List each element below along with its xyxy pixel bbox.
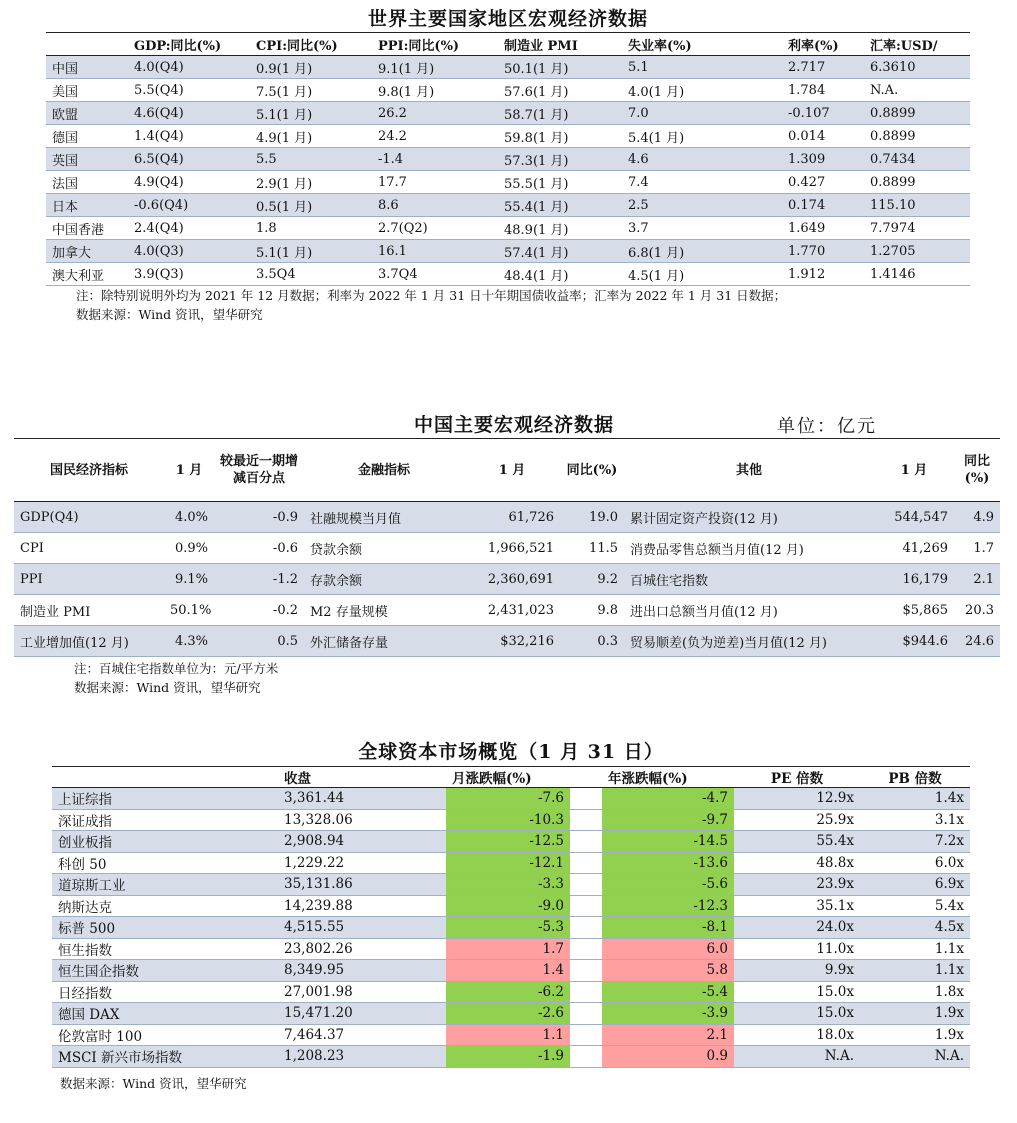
market-row (52, 1046, 970, 1068)
markets-header-row (52, 767, 970, 788)
markets-header-cell: 月涨跌幅(%) (446, 767, 570, 788)
world-value-cell: 3.5Q4 (250, 263, 372, 286)
year-change-cell: -9.7 (602, 809, 734, 831)
world-value-cell: 4.0(Q3) (128, 240, 250, 263)
world-macro-table (46, 32, 970, 286)
world-macro-row (46, 217, 970, 240)
pb-cell: 5.4x (860, 895, 970, 917)
china-value-cell: 社融规模当月值 (304, 502, 464, 533)
pe-cell: 48.8x (734, 852, 860, 874)
china-value-cell: 2,360,691 (464, 564, 560, 595)
index-name-cell: 创业板指 (52, 831, 278, 853)
close-cell: 4,515.55 (278, 917, 446, 939)
country-cell: 中国 (46, 56, 128, 79)
close-cell: 3,361.44 (278, 788, 446, 810)
country-cell: 英国 (46, 148, 128, 171)
china-header-cell: 金融指标 (304, 439, 464, 502)
close-cell: 14,239.88 (278, 895, 446, 917)
year-change-cell: -3.9 (602, 1003, 734, 1025)
world-macro-row (46, 194, 970, 217)
world-value-cell: 16.1 (372, 240, 498, 263)
china-value-cell: 4.3% (164, 626, 214, 657)
cell-gap (570, 788, 602, 810)
china-header-cell: 1 月 (464, 439, 560, 502)
year-change-cell: 0.9 (602, 1046, 734, 1068)
cell-gap (570, 981, 602, 1003)
world-value-cell: 2.9(1 月) (250, 171, 372, 194)
month-change-cell: -1.9 (446, 1046, 570, 1068)
index-name-cell: 道琼斯工业 (52, 874, 278, 896)
pe-cell: 15.0x (734, 1003, 860, 1025)
markets-header-cell: 年涨跌幅(%) (602, 767, 734, 788)
world-value-cell: -0.6(Q4) (128, 194, 250, 217)
pe-cell: 15.0x (734, 981, 860, 1003)
china-value-cell: $944.6 (874, 626, 954, 657)
pb-cell: 1.8x (860, 981, 970, 1003)
china-value-cell: 存款余额 (304, 564, 464, 595)
pe-cell: 23.9x (734, 874, 860, 896)
china-value-cell: $32,216 (464, 626, 560, 657)
year-change-cell: -14.5 (602, 831, 734, 853)
world-value-cell: 57.3(1 月) (498, 148, 622, 171)
pb-cell: 6.9x (860, 874, 970, 896)
index-name-cell: 恒生指数 (52, 938, 278, 960)
cell-gap (570, 809, 602, 831)
year-change-cell: 5.8 (602, 960, 734, 982)
china-macro-row (14, 595, 1000, 626)
china-macro-unit: 单位：亿元 (777, 416, 877, 437)
world-value-cell: 5.5(Q4) (128, 79, 250, 102)
pb-cell: 1.1x (860, 938, 970, 960)
index-name-cell: 上证综指 (52, 788, 278, 810)
index-name-cell: 恒生国企指数 (52, 960, 278, 982)
china-value-cell: CPI (14, 533, 164, 564)
china-value-cell: 工业增加值(12 月) (14, 626, 164, 657)
country-cell: 加拿大 (46, 240, 128, 263)
china-value-cell: 制造业 PMI (14, 595, 164, 626)
world-header-cell (46, 33, 128, 56)
world-value-cell: 0.427 (782, 171, 864, 194)
china-header-cell: 1 月 (874, 439, 954, 502)
china-value-cell: 0.3 (560, 626, 624, 657)
china-macro-title: 中国主要宏观经济数据 (414, 414, 615, 436)
market-row (52, 960, 970, 982)
markets-body (52, 788, 970, 1068)
world-value-cell: 2.7(Q2) (372, 217, 498, 240)
pe-cell: 12.9x (734, 788, 860, 810)
close-cell: 1,208.23 (278, 1046, 446, 1068)
china-header-cell: 国民经济指标 (14, 439, 164, 502)
china-value-cell: 1,966,521 (464, 533, 560, 564)
world-macro-row (46, 240, 970, 263)
month-change-cell: -6.2 (446, 981, 570, 1003)
world-macro-source: 数据来源：Wind 资讯，望华研究 (76, 307, 263, 322)
year-change-cell: -5.4 (602, 981, 734, 1003)
month-change-cell: 1.4 (446, 960, 570, 982)
pe-cell: 9.9x (734, 960, 860, 982)
world-value-cell: 2.5 (622, 194, 782, 217)
markets-title: 全球资本市场概览（1 月 31 日） (358, 741, 664, 763)
cell-gap (570, 1003, 602, 1025)
market-row (52, 1003, 970, 1025)
month-change-cell: -12.1 (446, 852, 570, 874)
china-value-cell: 11.5 (560, 533, 624, 564)
china-value-cell: -0.6 (214, 533, 304, 564)
china-value-cell: GDP(Q4) (14, 502, 164, 533)
china-value-cell: 2.1 (954, 564, 1000, 595)
china-macro-note: 注：百城住宅指数单位为：元/平方米 (74, 661, 279, 676)
china-value-cell: 41,269 (874, 533, 954, 564)
month-change-cell: 1.7 (446, 938, 570, 960)
markets-table (52, 766, 970, 1068)
world-value-cell: 3.7 (622, 217, 782, 240)
world-value-cell: 59.8(1 月) (498, 125, 622, 148)
world-value-cell: 4.6 (622, 148, 782, 171)
index-name-cell: MSCI 新兴市场指数 (52, 1046, 278, 1068)
index-name-cell: 德国 DAX (52, 1003, 278, 1025)
cell-gap (570, 1024, 602, 1046)
world-macro-header-row (46, 33, 970, 56)
world-value-cell: -1.4 (372, 148, 498, 171)
world-value-cell: 1.309 (782, 148, 864, 171)
world-value-cell: 1.770 (782, 240, 864, 263)
china-value-cell: 0.9% (164, 533, 214, 564)
market-row (52, 809, 970, 831)
world-value-cell: 26.2 (372, 102, 498, 125)
china-value-cell: 0.5 (214, 626, 304, 657)
month-change-cell: 1.1 (446, 1024, 570, 1046)
index-name-cell: 科创 50 (52, 852, 278, 874)
world-value-cell: 58.7(1 月) (498, 102, 622, 125)
world-value-cell: 5.4(1 月) (622, 125, 782, 148)
cell-gap (570, 874, 602, 896)
close-cell: 1,229.22 (278, 852, 446, 874)
market-row (52, 831, 970, 853)
china-macro-source: 数据来源：Wind 资讯，望华研究 (74, 680, 261, 695)
pe-cell: 35.1x (734, 895, 860, 917)
markets-header-cell: 收盘 (278, 767, 446, 788)
pb-cell: 4.5x (860, 917, 970, 939)
world-value-cell: 115.10 (864, 194, 970, 217)
pe-cell: 11.0x (734, 938, 860, 960)
pb-cell: 1.9x (860, 1024, 970, 1046)
pe-cell: 24.0x (734, 917, 860, 939)
china-value-cell: 4.9 (954, 502, 1000, 533)
world-value-cell: 4.6(Q4) (128, 102, 250, 125)
world-value-cell: 57.6(1 月) (498, 79, 622, 102)
year-change-cell: -5.6 (602, 874, 734, 896)
china-value-cell: 19.0 (560, 502, 624, 533)
china-header-cell: 其他 (624, 439, 874, 502)
world-value-cell: 0.8899 (864, 102, 970, 125)
world-value-cell: 0.014 (782, 125, 864, 148)
china-value-cell: 61,726 (464, 502, 560, 533)
world-value-cell: 0.174 (782, 194, 864, 217)
country-cell: 中国香港 (46, 217, 128, 240)
pb-cell: 1.4x (860, 788, 970, 810)
cell-gap (570, 831, 602, 853)
world-value-cell: 55.4(1 月) (498, 194, 622, 217)
world-value-cell: 4.0(Q4) (128, 56, 250, 79)
world-macro-note: 注：除特别说明外均为 2021 年 12 月数据；利率为 2022 年 1 月 31 日十年期国债收益率；汇率为 2022 年 1 月 31 日数据； (76, 288, 787, 303)
world-macro-row (46, 171, 970, 194)
world-macro-notes (46, 286, 970, 324)
world-value-cell: 1.2705 (864, 240, 970, 263)
world-header-cell: 失业率(%) (622, 33, 782, 56)
world-value-cell: 1.912 (782, 263, 864, 286)
world-value-cell: 7.0 (622, 102, 782, 125)
month-change-cell: -12.5 (446, 831, 570, 853)
world-value-cell: 5.1(1 月) (250, 102, 372, 125)
pb-cell: 6.0x (860, 852, 970, 874)
world-value-cell: 6.8(1 月) (622, 240, 782, 263)
cell-gap (570, 938, 602, 960)
china-value-cell: -0.9 (214, 502, 304, 533)
china-value-cell: 外汇储备存量 (304, 626, 464, 657)
world-macro-body (46, 56, 970, 286)
world-macro-row (46, 125, 970, 148)
china-value-cell: 9.1% (164, 564, 214, 595)
pe-cell: 18.0x (734, 1024, 860, 1046)
market-row (52, 981, 970, 1003)
china-value-cell: 544,547 (874, 502, 954, 533)
china-value-cell: 消费品零售总额当月值(12 月) (624, 533, 874, 564)
world-macro-section (46, 6, 970, 324)
china-value-cell: 16,179 (874, 564, 954, 595)
month-change-cell: -7.6 (446, 788, 570, 810)
world-value-cell: 6.3610 (864, 56, 970, 79)
china-value-cell: 百城住宅指数 (624, 564, 874, 595)
china-macro-header-row (14, 439, 1000, 502)
market-row (52, 1024, 970, 1046)
index-name-cell: 纳斯达克 (52, 895, 278, 917)
close-cell: 23,802.26 (278, 938, 446, 960)
world-value-cell: 0.7434 (864, 148, 970, 171)
china-value-cell: 24.6 (954, 626, 1000, 657)
china-value-cell: 贷款余额 (304, 533, 464, 564)
country-cell: 欧盟 (46, 102, 128, 125)
world-header-cell: 汇率:USD/ (864, 33, 970, 56)
china-macro-table (14, 438, 1000, 657)
market-row (52, 852, 970, 874)
close-cell: 15,471.20 (278, 1003, 446, 1025)
month-change-cell: -3.3 (446, 874, 570, 896)
world-value-cell: 5.5 (250, 148, 372, 171)
world-macro-row (46, 102, 970, 125)
world-value-cell: 0.9(1 月) (250, 56, 372, 79)
china-value-cell: PPI (14, 564, 164, 595)
close-cell: 8,349.95 (278, 960, 446, 982)
world-value-cell: 6.5(Q4) (128, 148, 250, 171)
china-value-cell: 20.3 (954, 595, 1000, 626)
country-cell: 德国 (46, 125, 128, 148)
china-header-cell: 1 月 (164, 439, 214, 502)
country-cell: 澳大利亚 (46, 263, 128, 286)
world-value-cell: 0.8899 (864, 171, 970, 194)
cell-gap (570, 852, 602, 874)
close-cell: 7,464.37 (278, 1024, 446, 1046)
china-value-cell: -0.2 (214, 595, 304, 626)
world-value-cell: 0.5(1 月) (250, 194, 372, 217)
world-macro-row (46, 263, 970, 286)
world-value-cell: 5.1(1 月) (250, 240, 372, 263)
close-cell: 27,001.98 (278, 981, 446, 1003)
country-cell: 美国 (46, 79, 128, 102)
china-value-cell: 50.1% (164, 595, 214, 626)
china-header-cell: 同比(%) (954, 439, 1000, 502)
world-value-cell: 7.7974 (864, 217, 970, 240)
china-macro-row (14, 564, 1000, 595)
index-name-cell: 深证成指 (52, 809, 278, 831)
china-value-cell: 1.7 (954, 533, 1000, 564)
close-cell: 13,328.06 (278, 809, 446, 831)
china-value-cell: M2 存量规模 (304, 595, 464, 626)
year-change-cell: -4.7 (602, 788, 734, 810)
world-value-cell: 1.8 (250, 217, 372, 240)
year-change-cell: -13.6 (602, 852, 734, 874)
country-cell: 法国 (46, 171, 128, 194)
world-value-cell: 2.4(Q4) (128, 217, 250, 240)
world-value-cell: N.A. (864, 79, 970, 102)
china-value-cell: 进出口总额当月值(12 月) (624, 595, 874, 626)
world-value-cell: 1.4(Q4) (128, 125, 250, 148)
pb-cell: 7.2x (860, 831, 970, 853)
month-change-cell: -9.0 (446, 895, 570, 917)
market-row (52, 788, 970, 810)
world-header-cell: PPI:同比(%) (372, 33, 498, 56)
china-value-cell: 9.2 (560, 564, 624, 595)
markets-section (52, 738, 970, 1093)
market-row (52, 895, 970, 917)
markets-source: 数据来源：Wind 资讯，望华研究 (60, 1075, 247, 1091)
world-value-cell: 48.4(1 月) (498, 263, 622, 286)
world-value-cell: 4.9(Q4) (128, 171, 250, 194)
close-cell: 2,908.94 (278, 831, 446, 853)
cell-gap (570, 917, 602, 939)
world-macro-title: 世界主要国家地区宏观经济数据 (367, 8, 648, 30)
world-value-cell: 3.9(Q3) (128, 263, 250, 286)
world-value-cell: 1.784 (782, 79, 864, 102)
world-value-cell: 17.7 (372, 171, 498, 194)
china-value-cell: $5,865 (874, 595, 954, 626)
month-change-cell: -10.3 (446, 809, 570, 831)
pb-cell: 1.1x (860, 960, 970, 982)
country-cell: 日本 (46, 194, 128, 217)
world-header-cell: 利率(%) (782, 33, 864, 56)
year-change-cell: -8.1 (602, 917, 734, 939)
world-value-cell: 9.1(1 月) (372, 56, 498, 79)
markets-header-cell: PE 倍数 (734, 767, 860, 788)
pe-cell: N.A. (734, 1046, 860, 1068)
world-macro-row (46, 79, 970, 102)
china-value-cell: 2,431,023 (464, 595, 560, 626)
pb-cell: 1.9x (860, 1003, 970, 1025)
world-value-cell: 9.8(1 月) (372, 79, 498, 102)
world-value-cell: 3.7Q4 (372, 263, 498, 286)
world-value-cell: 48.9(1 月) (498, 217, 622, 240)
world-header-cell: 制造业 PMI (498, 33, 622, 56)
index-name-cell: 标普 500 (52, 917, 278, 939)
pb-cell: N.A. (860, 1046, 970, 1068)
market-row (52, 938, 970, 960)
china-macro-section (14, 408, 1000, 697)
pe-cell: 25.9x (734, 809, 860, 831)
world-value-cell: 57.4(1 月) (498, 240, 622, 263)
markets-header-cell (52, 767, 278, 788)
index-name-cell: 日经指数 (52, 981, 278, 1003)
china-macro-row (14, 502, 1000, 533)
world-value-cell: -0.107 (782, 102, 864, 125)
world-value-cell: 4.5(1 月) (622, 263, 782, 286)
cell-gap (570, 895, 602, 917)
market-row (52, 917, 970, 939)
world-value-cell: 7.5(1 月) (250, 79, 372, 102)
china-value-cell: 累计固定资产投资(12 月) (624, 502, 874, 533)
close-cell: 35,131.86 (278, 874, 446, 896)
markets-header-cell: PB 倍数 (860, 767, 970, 788)
pe-cell: 55.4x (734, 831, 860, 853)
year-change-cell: -12.3 (602, 895, 734, 917)
world-value-cell: 50.1(1 月) (498, 56, 622, 79)
china-value-cell: -1.2 (214, 564, 304, 595)
header-gap (570, 767, 602, 788)
pb-cell: 3.1x (860, 809, 970, 831)
world-macro-row (46, 56, 970, 79)
world-value-cell: 4.0(1 月) (622, 79, 782, 102)
china-macro-notes (14, 659, 1000, 697)
year-change-cell: 6.0 (602, 938, 734, 960)
world-value-cell: 0.8899 (864, 125, 970, 148)
world-value-cell: 5.1 (622, 56, 782, 79)
world-value-cell: 24.2 (372, 125, 498, 148)
china-header-cell: 同比(%) (560, 439, 624, 502)
year-change-cell: 2.1 (602, 1024, 734, 1046)
world-value-cell: 7.4 (622, 171, 782, 194)
china-macro-row (14, 533, 1000, 564)
world-value-cell: 8.6 (372, 194, 498, 217)
china-header-cell: 较最近一期增减百分点 (214, 439, 304, 502)
world-header-cell: GDP:同比(%) (128, 33, 250, 56)
month-change-cell: -5.3 (446, 917, 570, 939)
month-change-cell: -2.6 (446, 1003, 570, 1025)
china-macro-body (14, 502, 1000, 657)
world-macro-row (46, 148, 970, 171)
world-value-cell: 1.4146 (864, 263, 970, 286)
cell-gap (570, 1046, 602, 1068)
world-value-cell: 2.717 (782, 56, 864, 79)
world-value-cell: 1.649 (782, 217, 864, 240)
world-value-cell: 55.5(1 月) (498, 171, 622, 194)
china-value-cell: 9.8 (560, 595, 624, 626)
index-name-cell: 伦敦富时 100 (52, 1024, 278, 1046)
china-value-cell: 4.0% (164, 502, 214, 533)
market-row (52, 874, 970, 896)
china-value-cell: 贸易顺差(负为逆差)当月值(12 月) (624, 626, 874, 657)
cell-gap (570, 960, 602, 982)
china-macro-row (14, 626, 1000, 657)
world-header-cell: CPI:同比(%) (250, 33, 372, 56)
world-value-cell: 4.9(1 月) (250, 125, 372, 148)
